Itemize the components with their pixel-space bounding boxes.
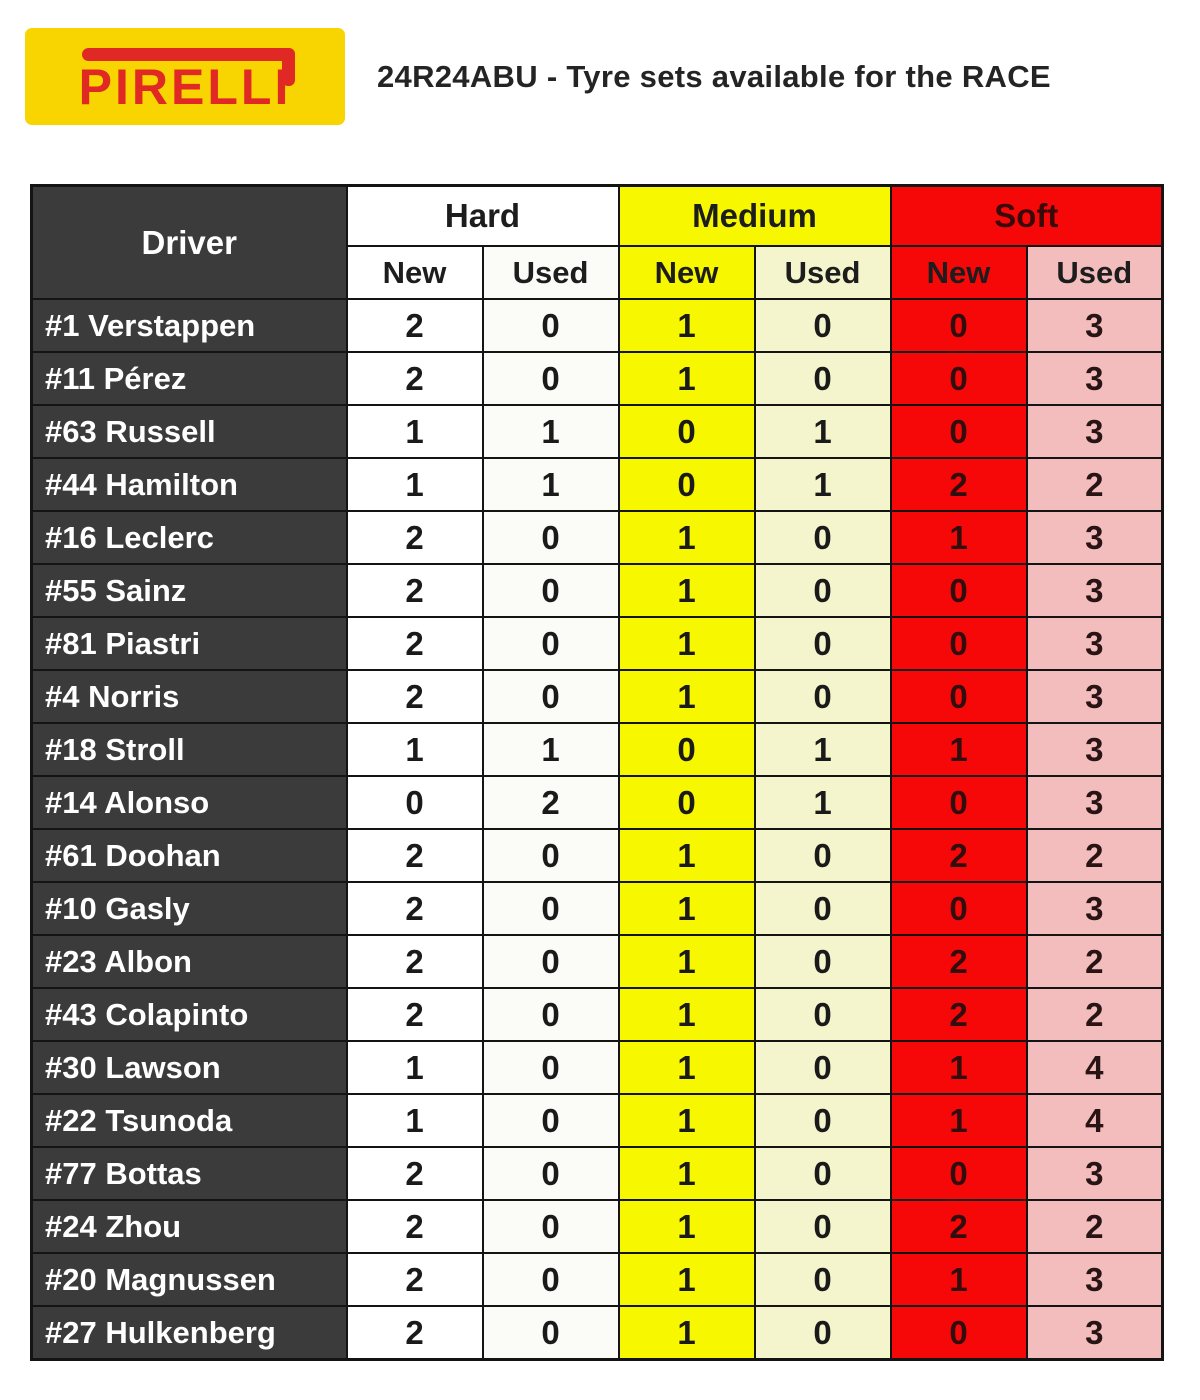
soft-used-cell: 2 [1027, 458, 1163, 511]
hard-used-cell: 0 [483, 882, 619, 935]
soft-used-header: Used [1027, 246, 1163, 299]
hard-new-cell: 1 [347, 405, 483, 458]
hard-used-cell: 1 [483, 723, 619, 776]
hard-new-cell: 2 [347, 352, 483, 405]
table-row [32, 352, 1163, 405]
soft-used-cell: 3 [1027, 617, 1163, 670]
hard-new-cell: 2 [347, 564, 483, 617]
medium-used-cell: 0 [755, 988, 891, 1041]
medium-used-cell: 0 [755, 1147, 891, 1200]
medium-new-cell: 1 [619, 511, 755, 564]
soft-new-cell: 0 [891, 1147, 1027, 1200]
tyre-table-container [30, 184, 1164, 1361]
soft-used-cell: 3 [1027, 564, 1163, 617]
table-row [32, 723, 1163, 776]
hard-used-cell: 0 [483, 988, 619, 1041]
driver-name-cell: #11 Pérez [32, 352, 347, 405]
hard-used-cell: 0 [483, 1306, 619, 1360]
soft-used-cell: 2 [1027, 988, 1163, 1041]
hard-used-cell: 0 [483, 935, 619, 988]
medium-used-cell: 0 [755, 1306, 891, 1360]
header-group-row [32, 186, 1163, 247]
medium-new-cell: 1 [619, 1041, 755, 1094]
medium-new-cell: 1 [619, 352, 755, 405]
medium-used-cell: 0 [755, 1041, 891, 1094]
soft-new-cell: 2 [891, 829, 1027, 882]
driver-name-cell: #10 Gasly [32, 882, 347, 935]
medium-used-cell: 0 [755, 935, 891, 988]
soft-used-cell: 3 [1027, 670, 1163, 723]
soft-used-cell: 3 [1027, 723, 1163, 776]
table-row [32, 1306, 1163, 1360]
driver-name-cell: #61 Doohan [32, 829, 347, 882]
hard-used-cell: 0 [483, 1094, 619, 1147]
driver-name-cell: #23 Albon [32, 935, 347, 988]
soft-new-cell: 0 [891, 882, 1027, 935]
table-row [32, 511, 1163, 564]
medium-group-header: Medium [619, 186, 891, 247]
driver-name-cell: #4 Norris [32, 670, 347, 723]
driver-name-cell: #44 Hamilton [32, 458, 347, 511]
driver-column-header: Driver [32, 186, 347, 300]
page-title: 24R24ABU - Tyre sets available for the RACE [377, 58, 1051, 94]
medium-used-cell: 1 [755, 458, 891, 511]
driver-name-cell: #27 Hulkenberg [32, 1306, 347, 1360]
driver-name-cell: #81 Piastri [32, 617, 347, 670]
driver-name-cell: #16 Leclerc [32, 511, 347, 564]
medium-new-cell: 1 [619, 935, 755, 988]
table-row [32, 829, 1163, 882]
medium-new-cell: 0 [619, 776, 755, 829]
hard-new-cell: 1 [347, 723, 483, 776]
medium-used-cell: 0 [755, 1200, 891, 1253]
hard-new-cell: 2 [347, 988, 483, 1041]
medium-used-cell: 0 [755, 670, 891, 723]
driver-name-cell: #63 Russell [32, 405, 347, 458]
medium-new-cell: 1 [619, 1306, 755, 1360]
medium-new-cell: 1 [619, 1147, 755, 1200]
medium-new-cell: 1 [619, 617, 755, 670]
hard-new-cell: 1 [347, 1041, 483, 1094]
medium-new-cell: 0 [619, 723, 755, 776]
table-row [32, 405, 1163, 458]
hard-used-cell: 0 [483, 670, 619, 723]
medium-new-cell: 1 [619, 670, 755, 723]
medium-new-cell: 1 [619, 1200, 755, 1253]
driver-name-cell: #18 Stroll [32, 723, 347, 776]
soft-new-cell: 0 [891, 299, 1027, 352]
soft-used-cell: 2 [1027, 935, 1163, 988]
table-row [32, 458, 1163, 511]
driver-name-cell: #14 Alonso [32, 776, 347, 829]
driver-name-cell: #1 Verstappen [32, 299, 347, 352]
table-row [32, 670, 1163, 723]
medium-new-cell: 0 [619, 405, 755, 458]
soft-used-cell: 3 [1027, 1253, 1163, 1306]
hard-new-cell: 2 [347, 511, 483, 564]
hard-new-cell: 0 [347, 776, 483, 829]
medium-used-cell: 0 [755, 617, 891, 670]
soft-group-header: Soft [891, 186, 1163, 247]
hard-new-cell: 2 [347, 1200, 483, 1253]
soft-used-cell: 3 [1027, 511, 1163, 564]
hard-new-cell: 2 [347, 882, 483, 935]
driver-name-cell: #24 Zhou [32, 1200, 347, 1253]
table-row [32, 935, 1163, 988]
medium-used-cell: 0 [755, 511, 891, 564]
driver-name-cell: #30 Lawson [32, 1041, 347, 1094]
medium-used-cell: 0 [755, 564, 891, 617]
table-row [32, 1253, 1163, 1306]
hard-used-cell: 2 [483, 776, 619, 829]
hard-used-cell: 0 [483, 511, 619, 564]
soft-new-cell: 1 [891, 1041, 1027, 1094]
hard-new-cell: 2 [347, 299, 483, 352]
soft-new-header: New [891, 246, 1027, 299]
medium-new-cell: 1 [619, 829, 755, 882]
medium-used-cell: 1 [755, 776, 891, 829]
medium-used-header: Used [755, 246, 891, 299]
hard-new-cell: 2 [347, 829, 483, 882]
medium-new-cell: 1 [619, 882, 755, 935]
soft-new-cell: 2 [891, 935, 1027, 988]
hard-used-cell: 1 [483, 405, 619, 458]
medium-new-cell: 1 [619, 564, 755, 617]
pirelli-logo [25, 28, 345, 125]
page-header [25, 28, 1051, 125]
soft-new-cell: 2 [891, 988, 1027, 1041]
medium-new-cell: 0 [619, 458, 755, 511]
hard-used-cell: 0 [483, 352, 619, 405]
table-row [32, 564, 1163, 617]
medium-used-cell: 0 [755, 299, 891, 352]
soft-used-cell: 3 [1027, 776, 1163, 829]
soft-used-cell: 2 [1027, 829, 1163, 882]
pirelli-logo-text: PIRELLI [78, 59, 292, 115]
soft-new-cell: 0 [891, 352, 1027, 405]
hard-new-cell: 2 [347, 935, 483, 988]
soft-new-cell: 0 [891, 617, 1027, 670]
driver-name-cell: #20 Magnussen [32, 1253, 347, 1306]
medium-new-cell: 1 [619, 299, 755, 352]
soft-new-cell: 0 [891, 670, 1027, 723]
soft-new-cell: 0 [891, 1306, 1027, 1360]
driver-name-cell: #77 Bottas [32, 1147, 347, 1200]
soft-new-cell: 2 [891, 1200, 1027, 1253]
hard-new-cell: 1 [347, 1094, 483, 1147]
table-row [32, 299, 1163, 352]
tyre-table-body [32, 299, 1163, 1360]
soft-used-cell: 4 [1027, 1094, 1163, 1147]
medium-new-cell: 1 [619, 988, 755, 1041]
soft-used-cell: 3 [1027, 1147, 1163, 1200]
soft-used-cell: 4 [1027, 1041, 1163, 1094]
soft-used-cell: 3 [1027, 405, 1163, 458]
table-row [32, 617, 1163, 670]
hard-used-cell: 0 [483, 617, 619, 670]
hard-new-cell: 2 [347, 617, 483, 670]
hard-new-cell: 2 [347, 1253, 483, 1306]
medium-new-cell: 1 [619, 1253, 755, 1306]
hard-new-header: New [347, 246, 483, 299]
medium-used-cell: 0 [755, 829, 891, 882]
soft-new-cell: 1 [891, 723, 1027, 776]
soft-used-cell: 2 [1027, 1200, 1163, 1253]
table-row [32, 882, 1163, 935]
soft-new-cell: 1 [891, 1253, 1027, 1306]
soft-new-cell: 1 [891, 511, 1027, 564]
table-row [32, 1147, 1163, 1200]
hard-used-cell: 0 [483, 1041, 619, 1094]
soft-new-cell: 1 [891, 1094, 1027, 1147]
hard-used-cell: 0 [483, 1147, 619, 1200]
soft-used-cell: 3 [1027, 299, 1163, 352]
soft-used-cell: 3 [1027, 1306, 1163, 1360]
hard-used-cell: 1 [483, 458, 619, 511]
table-row [32, 1041, 1163, 1094]
medium-used-cell: 0 [755, 1253, 891, 1306]
hard-used-cell: 0 [483, 1200, 619, 1253]
hard-used-cell: 0 [483, 564, 619, 617]
table-row [32, 776, 1163, 829]
hard-new-cell: 2 [347, 1147, 483, 1200]
tyre-sets-table [30, 184, 1164, 1361]
soft-used-cell: 3 [1027, 882, 1163, 935]
hard-used-cell: 0 [483, 1253, 619, 1306]
soft-new-cell: 2 [891, 458, 1027, 511]
medium-used-cell: 1 [755, 723, 891, 776]
hard-new-cell: 2 [347, 1306, 483, 1360]
driver-name-cell: #55 Sainz [32, 564, 347, 617]
medium-used-cell: 0 [755, 1094, 891, 1147]
medium-used-cell: 0 [755, 882, 891, 935]
hard-group-header: Hard [347, 186, 619, 247]
medium-used-cell: 0 [755, 352, 891, 405]
hard-used-header: Used [483, 246, 619, 299]
soft-new-cell: 0 [891, 776, 1027, 829]
hard-used-cell: 0 [483, 299, 619, 352]
table-row [32, 1200, 1163, 1253]
driver-name-cell: #43 Colapinto [32, 988, 347, 1041]
hard-used-cell: 0 [483, 829, 619, 882]
soft-used-cell: 3 [1027, 352, 1163, 405]
hard-new-cell: 1 [347, 458, 483, 511]
hard-new-cell: 2 [347, 670, 483, 723]
table-row [32, 988, 1163, 1041]
medium-used-cell: 1 [755, 405, 891, 458]
table-row [32, 1094, 1163, 1147]
medium-new-cell: 1 [619, 1094, 755, 1147]
soft-new-cell: 0 [891, 564, 1027, 617]
soft-new-cell: 0 [891, 405, 1027, 458]
driver-name-cell: #22 Tsunoda [32, 1094, 347, 1147]
medium-new-header: New [619, 246, 755, 299]
